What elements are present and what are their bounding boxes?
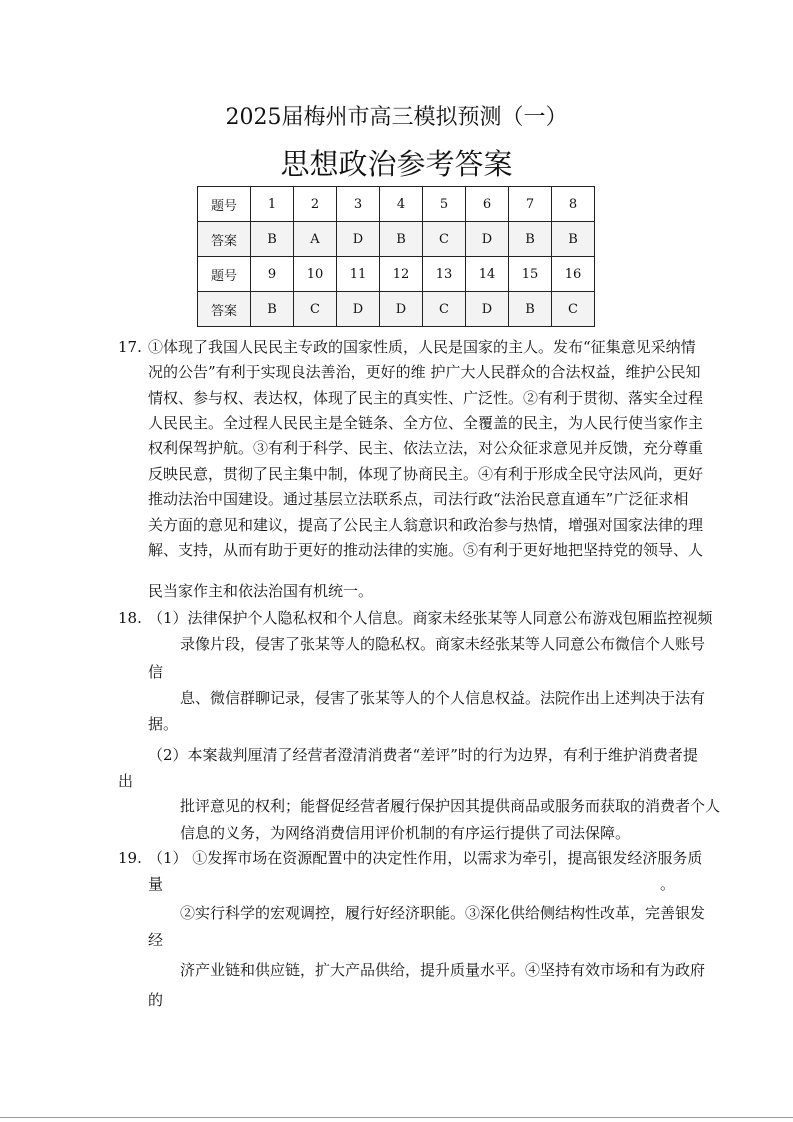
table-cell: B [509, 292, 552, 327]
table-cell: B [251, 222, 294, 257]
answer-table [197, 186, 595, 327]
text-line: 录像片段，侵害了张某等人的隐私权。商家未经张某等人同意公布微信个人账号 [180, 635, 706, 653]
text-line: 的 [148, 991, 164, 1009]
document-subtitle: 思想政治参考答案 [280, 147, 513, 181]
text-line: 量 [148, 875, 164, 893]
table-cell: 15 [509, 257, 552, 292]
table-cell: A [294, 222, 337, 257]
table-cell: 14 [466, 257, 509, 292]
text-line: ①体现了我国人民民主专政的国家性质，人民是国家的主人。发布“征集意见采纳情 [148, 338, 696, 356]
table-cell: 13 [423, 257, 466, 292]
table-row [198, 222, 595, 257]
text-line: 民当家作主和依法治国有机统一。 [148, 582, 374, 600]
table-cell: 16 [552, 257, 595, 292]
table-cell: D [337, 222, 380, 257]
text-line: 息、微信群聊记录，侵害了张某等人的个人信息权益。法院作出上述判决于法有 [180, 689, 706, 707]
text-line: 反映民意，贯彻了民主集中制，体现了协商民主。④有利于形成全民守法风尚，更好 [148, 465, 704, 483]
table-row [198, 292, 595, 327]
table-cell: B [380, 222, 423, 257]
table-cell: 1 [251, 187, 294, 222]
text-line: 推动法治中国建设。通过基层立法联系点，司法行政“法治民意直通车”广泛征求相 [148, 490, 689, 508]
text-line: 信 [148, 663, 164, 681]
table-cell: 10 [294, 257, 337, 292]
text-line: 出 [118, 772, 134, 790]
row-label: 题号 [198, 187, 251, 222]
table-cell: 2 [294, 187, 337, 222]
row-label: 题号 [198, 257, 251, 292]
table-cell: 12 [380, 257, 423, 292]
table-cell: D [337, 292, 380, 327]
text-line: 批评意见的权利；能督促经营者履行保护因其提供商品或服务而获取的消费者个人 [180, 797, 721, 815]
table-cell: C [294, 292, 337, 327]
text-line: 据。 [148, 715, 179, 733]
text-line: 济产业链和供应链，扩大产品供给，提升质量水平。④坚持有效市场和有为政府 [180, 961, 706, 979]
question-number: 17. [118, 338, 142, 356]
text-line: 经 [148, 931, 164, 949]
table-cell: C [552, 292, 595, 327]
table-cell: 3 [337, 187, 380, 222]
text-line: 权利保驾护航。③有利于科学、民主、依法立法，对公众征求意见并反馈，充分尊重 [148, 439, 704, 457]
row-label: 答案 [198, 292, 251, 327]
table-cell: D [466, 292, 509, 327]
table-row [198, 187, 595, 222]
table-cell: D [466, 222, 509, 257]
text-line: ②实行科学的宏观调控，履行好经济职能。③深化供给侧结构性改革，完善银发 [180, 904, 706, 922]
text-line: （2）本案裁判厘清了经营者澄清消费者“差评”时的行为边界，有利于维护消费者提 [148, 746, 698, 764]
text-line: 。 [660, 875, 676, 893]
table-cell: C [423, 222, 466, 257]
text-line: （1）法律保护个人隐私权和个人信息。商家未经张某等人同意公布游戏包厢监控视频 [148, 609, 713, 627]
text-line: （1） ①发挥市场在资源配置中的决定性作用，以需求为牵引，提高银发经济服务质 [148, 849, 703, 867]
page-bottom-divider [0, 1117, 793, 1118]
text-line: 情权、参与权、表达权，体现了民主的真实性、广泛性。②有利于贯彻、落实全过程 [148, 389, 704, 407]
table-cell: 4 [380, 187, 423, 222]
question-number: 18. [118, 609, 142, 627]
document-title: 2025届梅州市高三模拟预测（一） [225, 105, 568, 130]
text-line: 关方面的意见和建议，提高了公民主人翁意识和政治参与热情，增强对国家法律的理 [148, 516, 704, 534]
table-cell: 11 [337, 257, 380, 292]
table-cell: 7 [509, 187, 552, 222]
table-cell: 9 [251, 257, 294, 292]
text-line: 况的公告”有利于实现良法善治，更好的维 护广大人民群众的合法权益，维护公民知 [148, 363, 701, 381]
table-row [198, 257, 595, 292]
table-cell: D [380, 292, 423, 327]
table-cell: B [552, 222, 595, 257]
table-cell: B [509, 222, 552, 257]
table-cell: 8 [552, 187, 595, 222]
question-number: 19. [118, 849, 142, 867]
table-cell: B [251, 292, 294, 327]
text-line: 人民民主。全过程人民民主是全链条、全方位、全覆盖的民主，为人民行使当家作主 [148, 414, 704, 432]
table-cell: C [423, 292, 466, 327]
table-cell: 5 [423, 187, 466, 222]
text-line: 信息的义务，为网络消费信用评价机制的有序运行提供了司法保障。 [180, 824, 631, 842]
row-label: 答案 [198, 222, 251, 257]
text-line: 解、支持，从而有助于更好的推动法律的实施。⑤有利于更好地把坚持党的领导、人 [148, 541, 704, 559]
table-cell: 6 [466, 187, 509, 222]
